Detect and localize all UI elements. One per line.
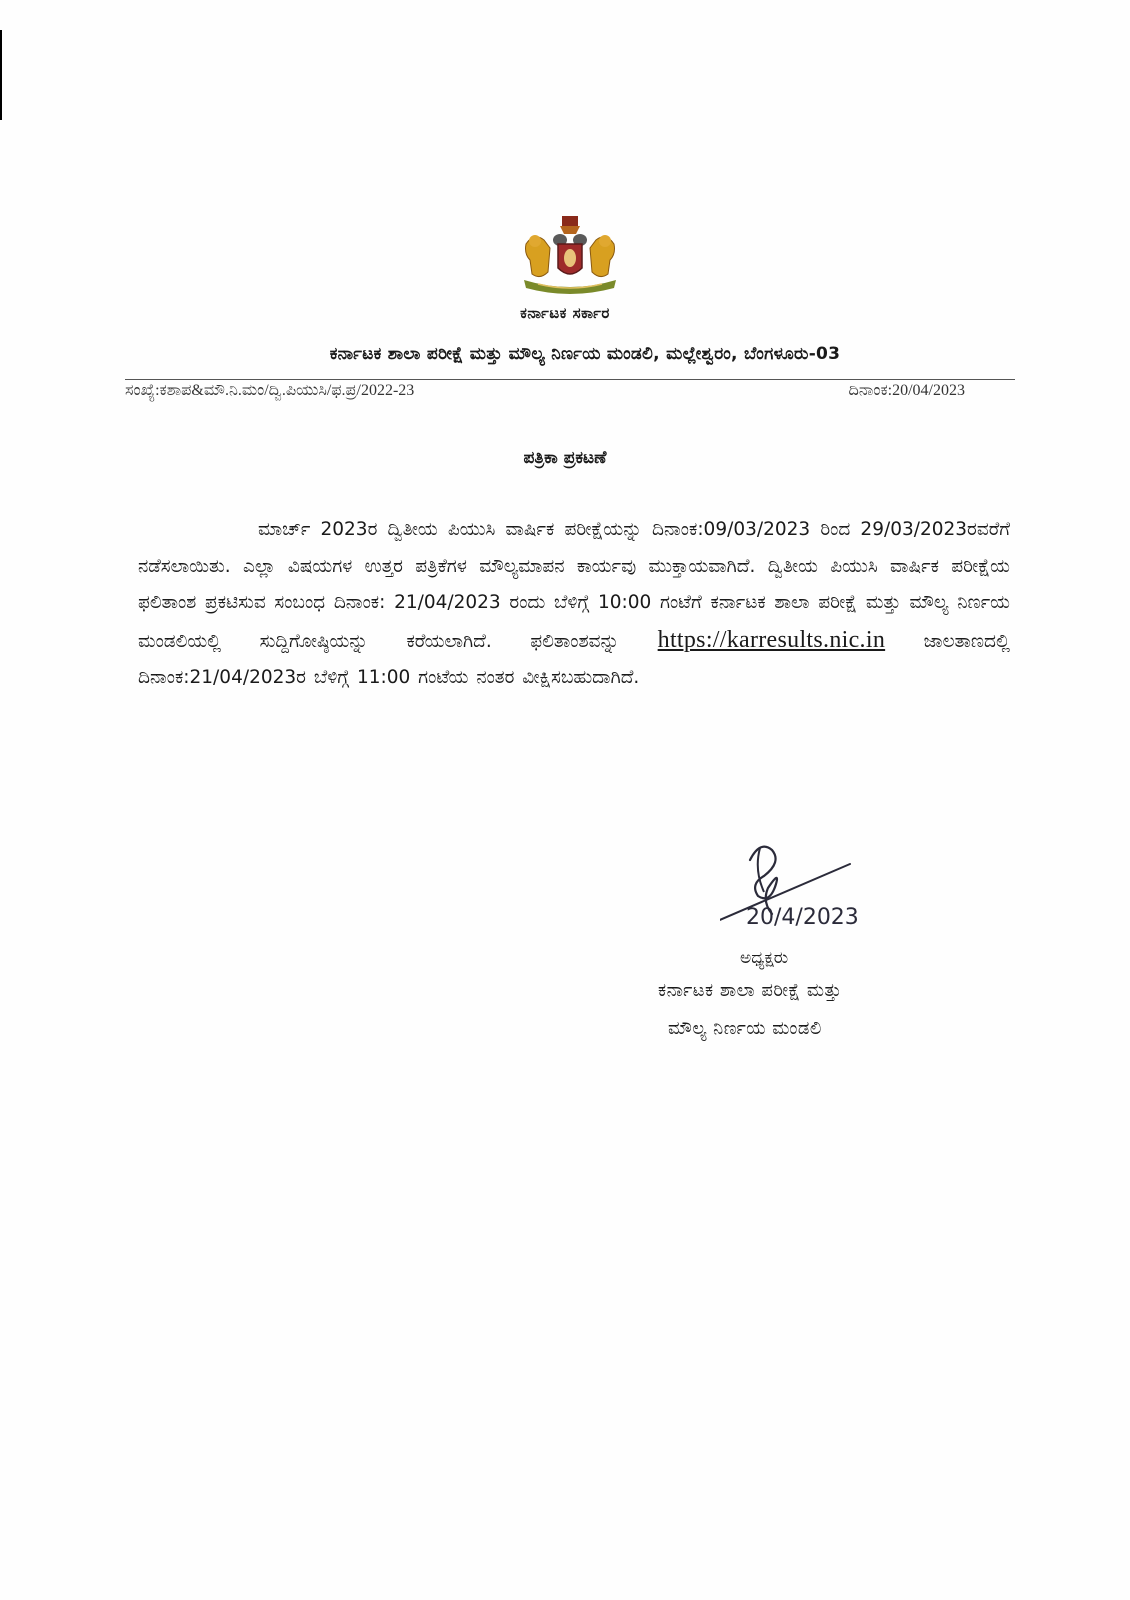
- scan-edge-mark: [0, 30, 2, 120]
- header-divider: [125, 379, 1015, 380]
- document-date: ದಿನಾಂಕ:20/04/2023: [848, 382, 965, 399]
- signatory-org-line1: ಕರ್ನಾಟಕ ಶಾಲಾ ಪರೀಕ್ಷೆ ಮತ್ತು: [658, 980, 842, 1001]
- karnataka-emblem-icon: [518, 214, 622, 298]
- signatory-org-line2: ಮೌಲ್ಯ ನಿರ್ಣಯ ಮಂಡಲಿ: [668, 1018, 822, 1039]
- body-text-closing: ಜಾಲತಾಣದಲ್ಲಿ ದಿನಾಂಕ:21/04/2023ರ ಬೆಳಿಗ್ಗೆ 11:00 ಗಂಟೆಯ ನಂತರ ವೀಕ್ಷಿಸಬಹುದಾಗಿದೆ.: [138, 630, 1010, 688]
- press-release-heading: ಪತ್ರಿಕಾ ಪ್ರಕಟಣೆ: [523, 448, 607, 468]
- handwritten-date: 20/4/2023: [746, 905, 859, 930]
- results-website-link[interactable]: https://karresults.nic.in: [657, 626, 886, 653]
- reference-number: ಸಂಖ್ಯೆ:ಕಶಾಪ&ಮೌ.ನಿ.ಮಂ/ದ್ವಿ.ಪಿಯುಸಿ/ಫ.ಪ್ರ/2022-23: [125, 382, 415, 399]
- press-release-body: [138, 512, 1010, 697]
- signatory-title: ಅಧ್ಯಕ್ಷರು: [740, 948, 789, 968]
- board-name-address: ಕರ್ನಾಟಕ ಶಾಲಾ ಪರೀಕ್ಷೆ ಮತ್ತು ಮೌಲ್ಯ ನಿರ್ಣಯ ಮಂಡಲಿ, ಮಲ್ಲೇಶ್ವರಂ, ಬೆಂಗಳೂರು-03: [329, 344, 841, 364]
- handwritten-signature: [720, 840, 920, 955]
- body-text-intro: ಮಾರ್ಚ್ 2023ರ ದ್ವಿತೀಯ ಪಿಯುಸಿ ವಾರ್ಷಿಕ ಪರೀಕ್ಷೆಯನ್ನು ದಿನಾಂಕ:09/03/2023 ರಿಂದ 29/03/2023ರವರೆಗೆ ನಡೆಸಲಾಯಿತು. ಎಲ್ಲಾ ವಿಷಯಗಳ ಉತ್ತರ ಪತ್ರಿಕೆಗಳ ಮೌಲ್ಯಮಾಪನ ಕಾರ್ಯವು ಮುಕ್ತಾಯವಾಗಿದೆ. ದ್ವಿತೀಯ ಪಿಯುಸಿ ವಾರ್ಷಿಕ ಪರೀಕ್ಷೆಯ ಫಲಿತಾಂಶ ಪ್ರಕಟಿಸುವ ಸಂಬಂಧ ದಿನಾಂಕ: 21/04/2023 ರಂದು ಬೆಳಿಗ್ಗೆ 10:00 ಗಂಟೆಗೆ ಕರ್ನಾಟಕ ಶಾಲಾ ಪರೀಕ್ಷೆ ಮತ್ತು ಮೌಲ್ಯ ನಿರ್ಣಯ ಮಂಡಲಿಯಲ್ಲಿ ಸುದ್ದಿಗೋಷ್ಠಿಯನ್ನು ಕರೆಯಲಾಗಿದೆ. ಫಲಿತಾಂಶವನ್ನು: [138, 519, 1010, 652]
- government-name: ಕರ್ನಾಟಕ ಸರ್ಕಾರ: [520, 304, 610, 322]
